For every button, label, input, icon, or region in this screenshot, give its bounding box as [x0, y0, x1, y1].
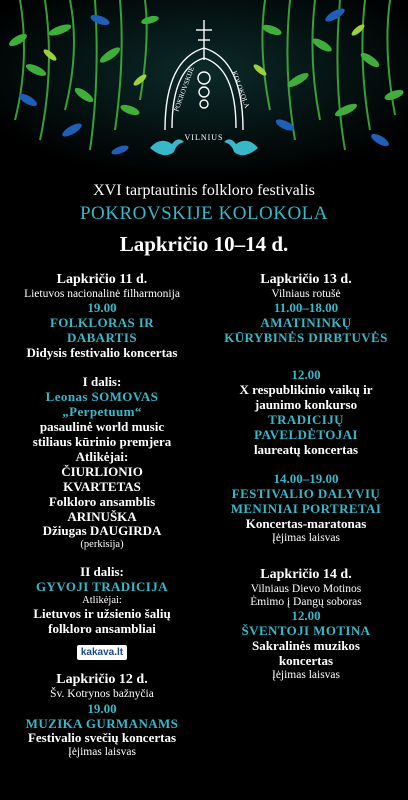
venue: Ėmimo į Dangų soboras: [250, 596, 362, 609]
event-time: 12.00: [291, 367, 321, 383]
event-title: FOLKLORAS IR: [49, 315, 155, 331]
event-description: laureatų koncertas: [253, 441, 359, 457]
performer-note: (perkisija): [80, 539, 124, 551]
event-time: 11.00–18.00: [273, 300, 339, 316]
event-description: Didysis festivalio koncertas: [26, 345, 178, 361]
work-description: pasaulinė world music: [39, 418, 165, 434]
left-column: [0, 272, 204, 760]
right-column: [204, 272, 408, 682]
event-title: FESTIVALIO DALYVIŲ: [231, 485, 381, 501]
event-title: PAVELDĖTOJAI: [254, 426, 358, 442]
festival-name: POKROVSKIJE KOLOKOLA: [79, 203, 329, 224]
composer-name: Leonas SOMOVAS: [45, 389, 159, 404]
performers-label: Atlikėjai:: [75, 448, 129, 464]
event-description: koncertas: [278, 653, 334, 669]
event-description: folkloro ansambliai: [48, 621, 156, 637]
svg-text:POKROVSKIJE: POKROVSKIJE: [172, 65, 196, 113]
festival-edition: XVI tarptautinis folkloro festivalis: [93, 182, 315, 199]
venue: Lietuvos nacionalinė filharmonija: [24, 288, 180, 301]
hero-banner: [0, 0, 408, 180]
performer: ARINUŠKA: [67, 508, 137, 524]
event-title: GYVOJI TRADICIJA: [36, 579, 168, 595]
performer: Folkloro ansamblis: [48, 493, 156, 509]
part-heading: II dalis:: [80, 564, 124, 580]
day-heading: Lapkričio 14 d.: [260, 566, 352, 582]
event-description: Sakralinės muzikos: [252, 638, 360, 654]
event-title: DABARTIS: [67, 330, 137, 346]
event-title: TRADICIJŲ: [268, 411, 344, 427]
work-description: stiliaus kūrinio premjera: [32, 433, 172, 449]
part-heading: I dalis:: [82, 374, 122, 390]
performer: ČIURLIONIO: [61, 463, 143, 479]
free-entry-note: Įėjimas laisvas: [271, 531, 341, 544]
festival-dates: Lapkričio 10–14 d.: [119, 232, 289, 256]
event-title: MUZIKA GURMANAMS: [25, 715, 179, 731]
performer: Džiugas DAUGIRDA: [42, 523, 162, 539]
venue: Vilniaus Dievo Motinos: [250, 582, 362, 595]
venue: Vilniaus rotušė: [271, 288, 341, 301]
event-time: 14.00–19.00: [273, 470, 339, 486]
event-time: 12.00: [291, 608, 321, 624]
event-description: jaunimo konkurso: [254, 397, 358, 412]
event-title: AMATININKŲ: [260, 315, 352, 331]
event-title: KŪRYBINĖS DIRBTUVĖS: [224, 330, 388, 346]
ticket-link-badge[interactable]: kakava.lt: [77, 645, 127, 660]
svg-text:VILNIUS: VILNIUS: [184, 133, 224, 142]
performers-label: Atlikėjai:: [82, 595, 122, 607]
event-time: 19.00: [87, 300, 117, 316]
free-entry-note: Įėjimas laisvas: [67, 746, 137, 759]
event-description: Lietuvos ir užsienio šalių: [33, 606, 171, 622]
event-description: X respublikinio vaikų ir: [239, 382, 373, 398]
day-heading: Lapkričio 13 d.: [260, 272, 352, 287]
free-entry-note: Įėjimas laisvas: [271, 669, 341, 681]
work-title: „Perpetuum“: [62, 403, 142, 419]
performer: KVARTETAS: [63, 478, 141, 494]
venue: Šv. Kotrynos bažnyčia: [50, 688, 154, 701]
event-title: ŠVENTOJI MOTINA: [241, 623, 371, 639]
event-description: Festivalio svečių koncertas: [27, 730, 177, 746]
event-description: Koncertas-maratonas: [245, 515, 367, 531]
day-heading: Lapkričio 11 d.: [56, 272, 148, 287]
svg-text:KOLOKOLA: KOLOKOLA: [230, 69, 251, 110]
foliage-illustration: [0, 0, 408, 180]
event-title: MENINIAI PORTRETAI: [230, 500, 382, 516]
event-time: 19.00: [87, 700, 117, 716]
day-heading: Lapkričio 12 d.: [56, 672, 148, 688]
